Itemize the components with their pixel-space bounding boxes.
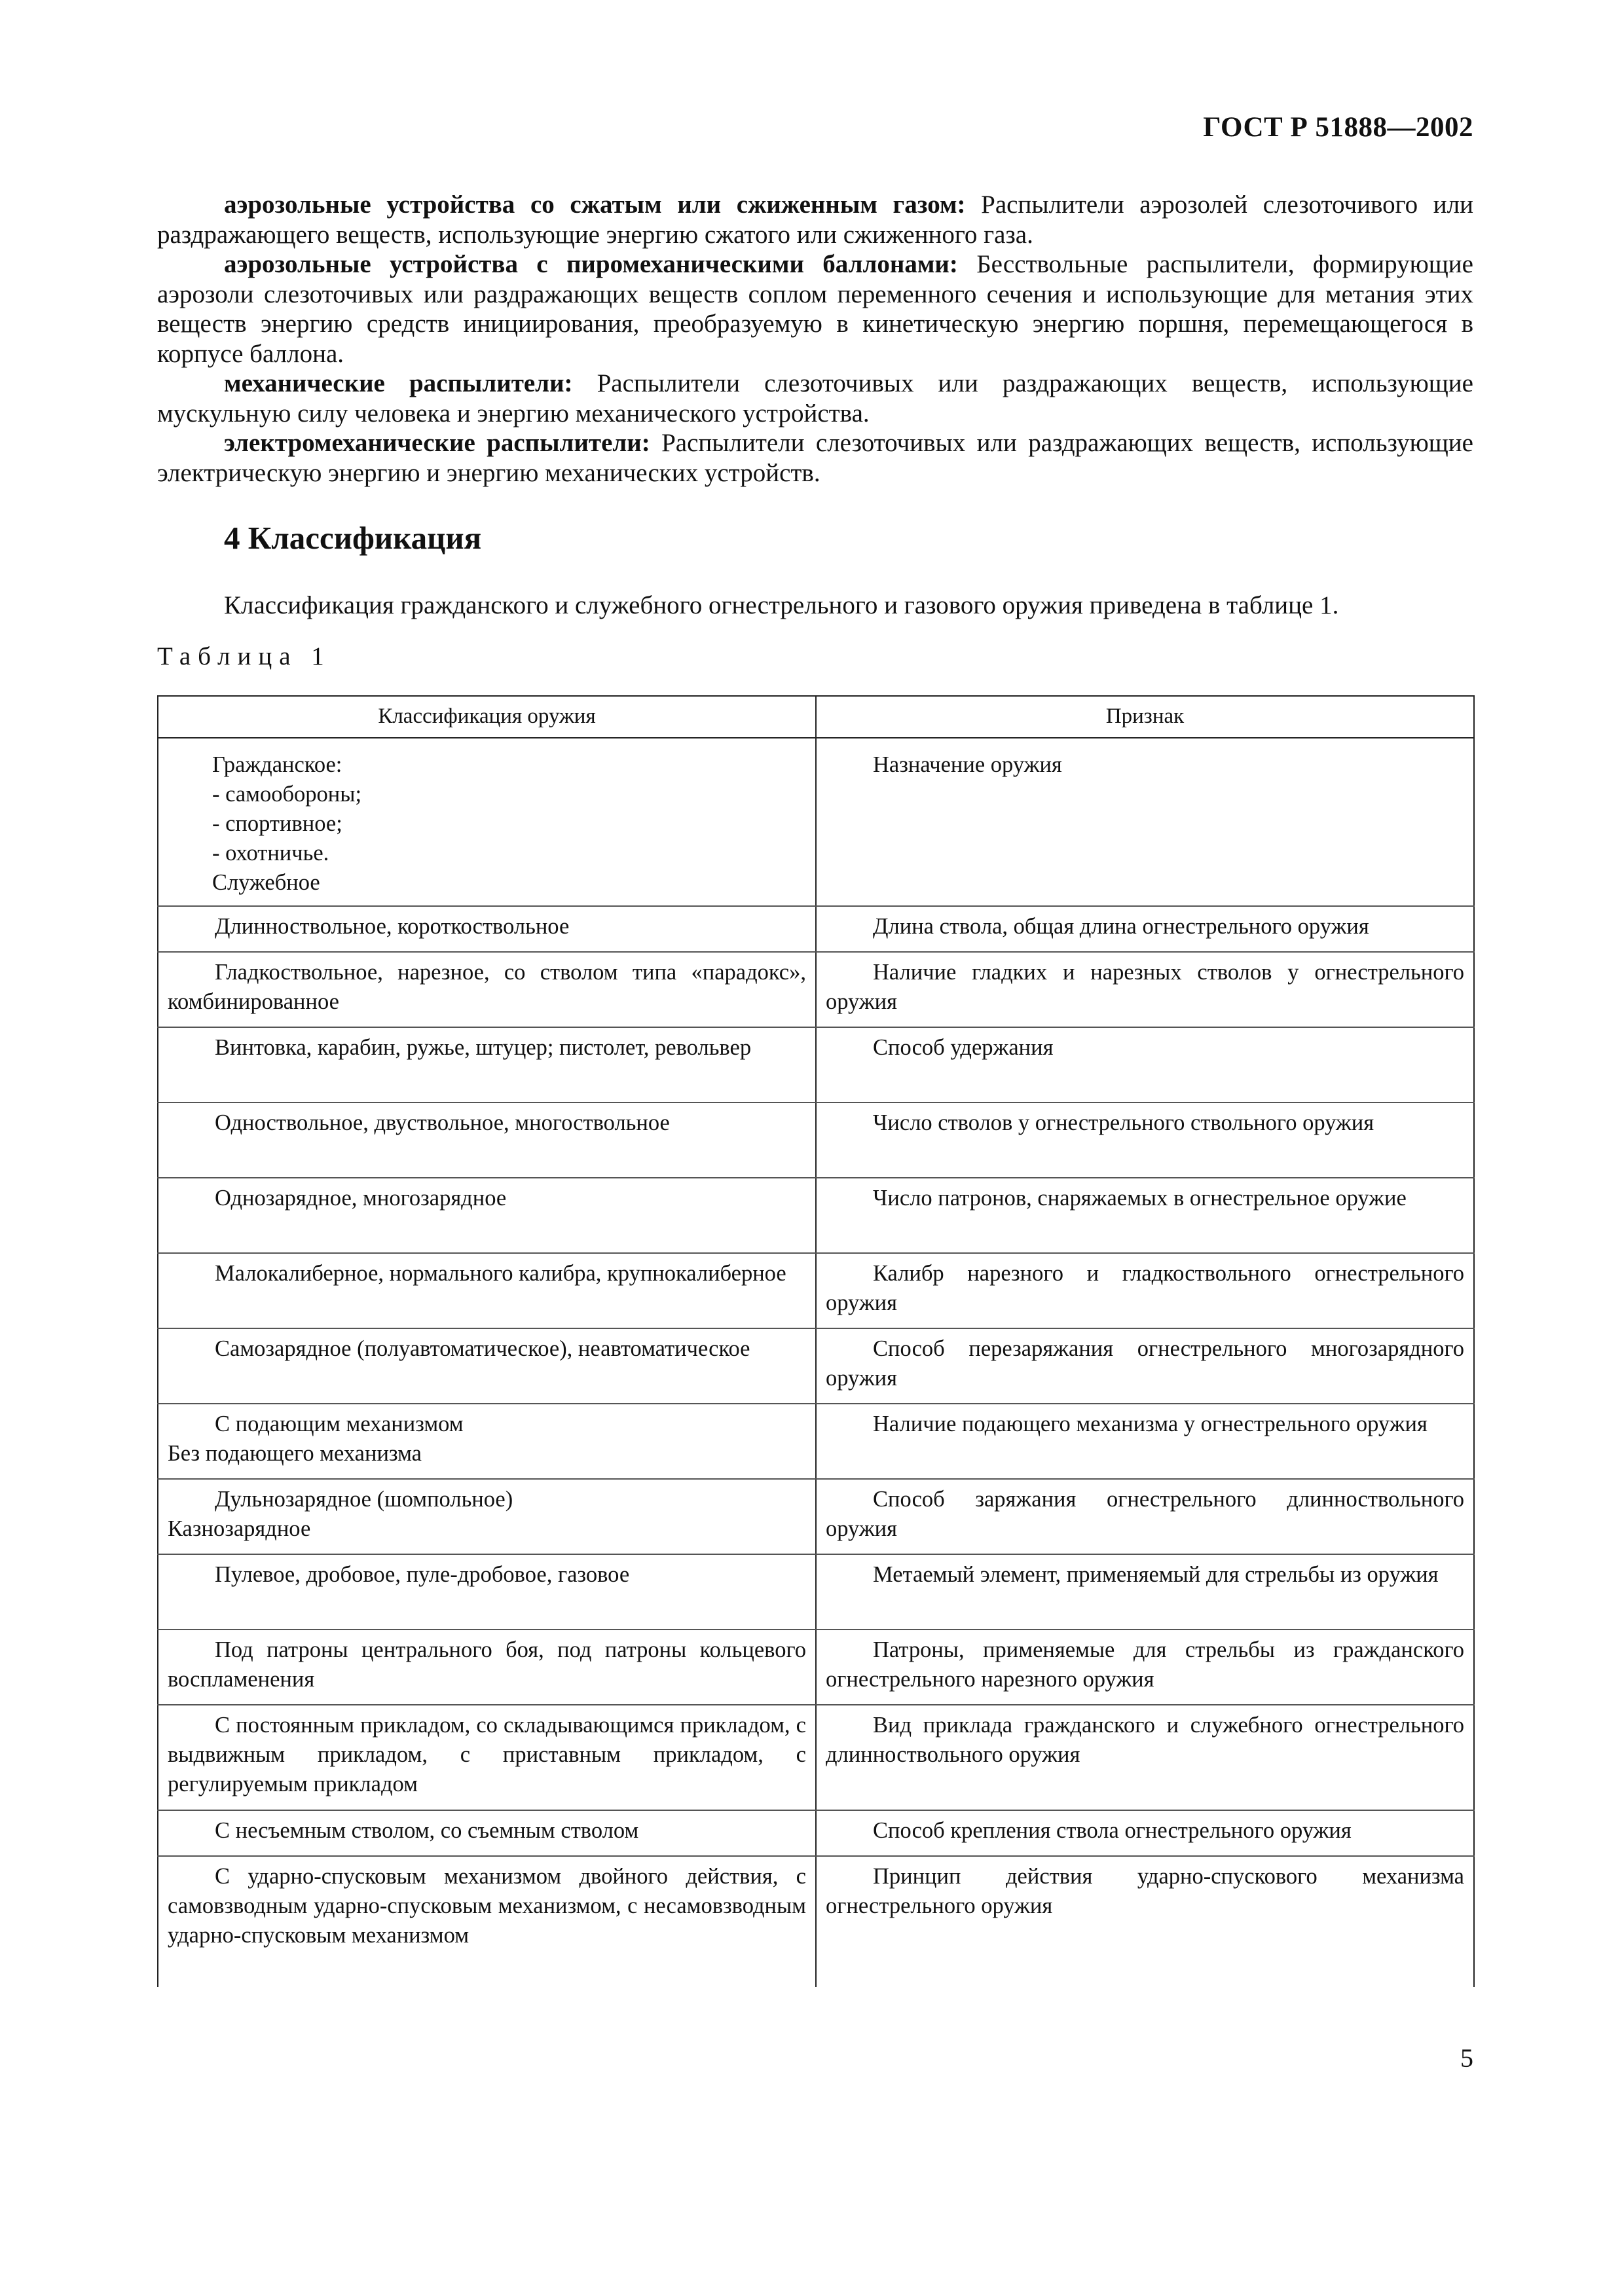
classification-cell: Одноствольное, двуствольное, многоствольное xyxy=(158,1102,816,1178)
sign-cell: Способ заряжания огнестрельного длинноствольного оружия xyxy=(816,1479,1474,1554)
definition-electromechanical xyxy=(157,428,1473,488)
definition-pyromechanical xyxy=(157,249,1473,369)
page-number: 5 xyxy=(1460,2043,1473,2073)
sign-cell: Метаемый элемент, применяемый для стрельбы из оружия xyxy=(816,1554,1474,1630)
classification-cell: С постоянным прикладом, со складывающимся прикладом, с выдвижным прикладом, с приставным прикладом, с регулируемым прикладом xyxy=(158,1705,816,1810)
classification-cell: Самозарядное (полуавтоматическое), неавтоматическое xyxy=(158,1328,816,1404)
sign-cell: Наличие подающего механизма у огнестрельного оружия xyxy=(816,1404,1474,1479)
definition-mechanical xyxy=(157,369,1473,428)
classification-cell: Гражданское: - самообороны; - спортивное; - охотничье. Служебное xyxy=(158,738,816,906)
definition-text: Распылители слезоточивых или раздражающих веществ, использующие электрическую энергию и энергию механических устройств. xyxy=(157,429,1473,487)
classification-cell: Под патроны центрального боя, под патроны кольцевого воспламенения xyxy=(158,1630,816,1705)
table-row xyxy=(158,1404,1474,1479)
table-row xyxy=(158,1856,1474,1987)
table-row xyxy=(158,1479,1474,1554)
sign-cell: Способ крепления ствола огнестрельного оружия xyxy=(816,1810,1474,1856)
page-content xyxy=(157,190,1473,1987)
document-header: ГОСТ Р 51888—2002 xyxy=(1203,112,1473,143)
classification-table xyxy=(157,695,1475,1987)
sign-cell: Способ удержания xyxy=(816,1027,1474,1102)
definition-text: Бесствольные распылители, формирующие аэрозоли слезоточивых или раздражающих веществ соплом переменного сечения и использующие для метания этих веществ энергию средств инициирования, преобразуемую в кинетическую энергию поршня, перемещающегося в корпусе баллона. xyxy=(157,250,1473,368)
sign-cell: Длина ствола, общая длина огнестрельного оружия xyxy=(816,906,1474,952)
sign-cell: Патроны, применяемые для стрельбы из гражданского огнестрельного нарезного оружия xyxy=(816,1630,1474,1705)
sign-cell: Наличие гладких и нарезных стволов у огнестрельного оружия xyxy=(816,952,1474,1027)
classification-cell: Винтовка, карабин, ружье, штуцер; пистолет, револьвер xyxy=(158,1027,816,1102)
table-row xyxy=(158,906,1474,952)
classification-cell: С подающим механизмом Без подающего механизма xyxy=(158,1404,816,1479)
column-header-classification: Классификация оружия xyxy=(158,696,816,738)
sign-cell: Вид приклада гражданского и служебного огнестрельного длинноствольного оружия xyxy=(816,1705,1474,1810)
definition-term: аэрозольные устройства с пиромеханическими баллонами: xyxy=(224,250,958,278)
sign-cell: Число патронов, снаряжаемых в огнестрельное оружие xyxy=(816,1178,1474,1253)
table-row xyxy=(158,1554,1474,1630)
definition-text: Распылители аэрозолей слезоточивого или раздражающего веществ, использующие энергию сжатого или сжиженного газа. xyxy=(157,191,1473,249)
table-row xyxy=(158,1027,1474,1102)
definition-text: Распылители слезоточивых или раздражающих веществ, использующие мускульную силу человека и энергию механического устройства. xyxy=(157,369,1473,428)
table-row xyxy=(158,1705,1474,1810)
classification-cell: С несъемным стволом, со съемным стволом xyxy=(158,1810,816,1856)
sign-cell: Принцип действия ударно-спускового механизма огнестрельного оружия xyxy=(816,1856,1474,1987)
sign-cell: Назначение оружия xyxy=(816,738,1474,906)
sign-cell: Калибр нарезного и гладкоствольного огнестрельного оружия xyxy=(816,1253,1474,1328)
table-row xyxy=(158,738,1474,906)
classification-cell: Малокалиберное, нормального калибра, крупнокалиберное xyxy=(158,1253,816,1328)
definition-term: механические распылители: xyxy=(224,369,573,397)
classification-cell: Пулевое, дробовое, пуле-дробовое, газовое xyxy=(158,1554,816,1630)
section-title: 4 Классификация xyxy=(224,520,482,556)
definition-compressed-gas xyxy=(157,190,1473,249)
sign-cell: Способ перезаряжания огнестрельного многозарядного оружия xyxy=(816,1328,1474,1404)
table-row xyxy=(158,1630,1474,1705)
sign-cell: Число стволов у огнестрельного ствольного оружия xyxy=(816,1102,1474,1178)
table-row xyxy=(158,952,1474,1027)
table-row xyxy=(158,1253,1474,1328)
table-caption: Таблица 1 xyxy=(157,642,331,670)
classification-cell: Гладкоствольное, нарезное, со стволом типа «парадокс», комбинированное xyxy=(158,952,816,1027)
classification-cell: Дульнозарядное (шомпольное) Казнозарядное xyxy=(158,1479,816,1554)
table-row xyxy=(158,1328,1474,1404)
table-row xyxy=(158,1102,1474,1178)
section-intro: Классификация гражданского и служебного огнестрельного и газового оружия приведена в таблице 1. xyxy=(224,591,1339,619)
classification-cell: С ударно-спусковым механизмом двойного действия, с самовзводным ударно-спусковым механизмом, с несамовзводным ударно-спусковым механизмом xyxy=(158,1856,816,1987)
table-row xyxy=(158,1810,1474,1856)
classification-cell: Однозарядное, многозарядное xyxy=(158,1178,816,1253)
table-header-row xyxy=(158,696,1474,738)
table-row xyxy=(158,1178,1474,1253)
definition-term: аэрозольные устройства со сжатым или сжиженным газом: xyxy=(224,191,966,219)
definition-term: электромеханические распылители: xyxy=(224,429,650,457)
column-header-sign: Признак xyxy=(816,696,1474,738)
classification-cell: Длинноствольное, короткоствольное xyxy=(158,906,816,952)
